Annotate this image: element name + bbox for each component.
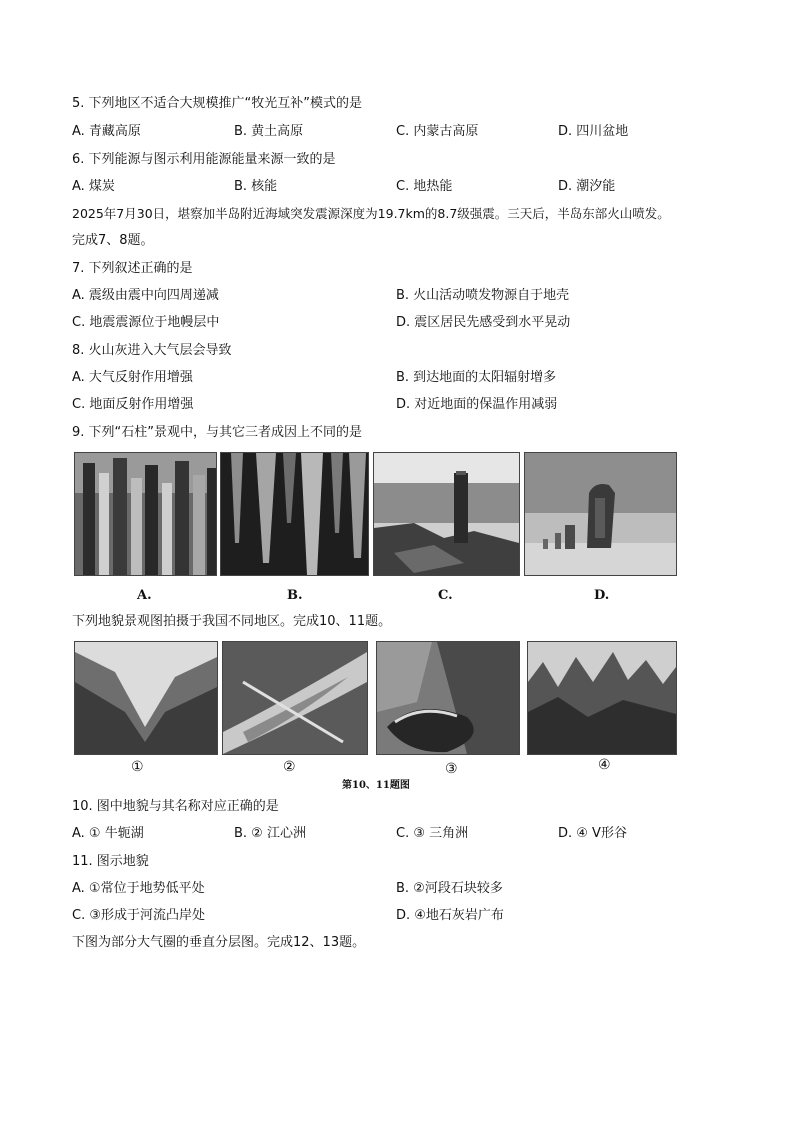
q6-option-b: B. 核能 <box>234 179 278 194</box>
q7-option-d: D. 震区居民先感受到水平晃动 <box>396 315 571 330</box>
landform-caption-4: ④ <box>598 757 611 773</box>
figure-title: 第10、11题图 <box>342 780 410 791</box>
q6-option-a: A. 煤炭 <box>72 179 115 194</box>
stone-pillar-photo-c <box>373 452 520 576</box>
photo-caption-b: B. <box>287 588 303 603</box>
q7-stem: 7. 下列叙述正确的是 <box>72 261 193 276</box>
q5-option-d: D. 四川盆地 <box>558 124 629 139</box>
context-12-13-line: 下图为部分大气圈的垂直分层图。完成12、13题。 <box>72 935 366 950</box>
landform-caption-3: ③ <box>445 761 458 777</box>
q6-stem: 6. 下列能源与图示利用能源能量来源一致的是 <box>72 152 336 167</box>
landform-photo-2 <box>222 641 368 755</box>
landform-photo-3 <box>376 641 520 755</box>
q8-option-a: A. 大气反射作用增强 <box>72 370 193 385</box>
q5-option-b: B. 黄土高原 <box>234 124 304 139</box>
q10-option-d: D. ④ V形谷 <box>558 826 627 841</box>
photo-caption-a: A. <box>137 588 152 603</box>
q5-option-c: C. 内蒙古高原 <box>396 124 479 139</box>
q10-option-b: B. ② 江心洲 <box>234 826 306 841</box>
q6-option-d: D. 潮汐能 <box>558 179 616 194</box>
q11-option-a: A. ①常位于地势低平处 <box>72 881 205 896</box>
q7-option-b: B. 火山活动喷发物源自于地壳 <box>396 288 570 303</box>
landform-photo-4 <box>527 641 677 755</box>
landform-photo-1 <box>74 641 218 755</box>
q5-stem: 5. 下列地区不适合大规模推广“牧光互补”模式的是 <box>72 96 363 111</box>
landform-caption-2: ② <box>283 759 296 775</box>
q9-stem: 9. 下列“石柱”景观中，与其它三者成因上不同的是 <box>72 425 363 440</box>
q5-option-a: A. 青藏高原 <box>72 124 141 139</box>
q8-stem: 8. 火山灰进入大气层会导致 <box>72 343 232 358</box>
q7-option-c: C. 地震震源位于地幔层中 <box>72 315 220 330</box>
photo-caption-d: D. <box>594 588 610 603</box>
landform-caption-1: ① <box>131 759 144 775</box>
q10-option-c: C. ③ 三角洲 <box>396 826 469 841</box>
context-10-11-line: 下列地貌景观图拍摄于我国不同地区。完成10、11题。 <box>72 614 392 629</box>
stone-pillar-photo-b <box>220 452 369 576</box>
q11-option-b: B. ②河段石块较多 <box>396 881 503 896</box>
photo-caption-c: C. <box>438 588 453 603</box>
q11-stem: 11. 图示地貌 <box>72 854 149 869</box>
q8-option-c: C. 地面反射作用增强 <box>72 397 194 412</box>
q10-option-a: A. ① 牛轭湖 <box>72 826 144 841</box>
q10-stem: 10. 图中地貌与其名称对应正确的是 <box>72 799 279 814</box>
context-7-8-line2: 完成7、8题。 <box>72 233 154 248</box>
context-7-8-line1: 2025年7月30日，堪察加半岛附近海域突发震源深度为19.7km的8.7级强震。三天后，半岛东部火山喷发。 <box>72 206 670 221</box>
stone-pillar-photo-d <box>524 452 677 576</box>
q8-option-d: D. 对近地面的保温作用减弱 <box>396 397 558 412</box>
q6-option-c: C. 地热能 <box>396 179 453 194</box>
q8-option-b: B. 到达地面的太阳辐射增多 <box>396 370 557 385</box>
stone-pillar-photo-a <box>74 452 217 576</box>
q7-option-a: A. 震级由震中向四周递减 <box>72 288 219 303</box>
q11-option-c: C. ③形成于河流凸岸处 <box>72 908 205 923</box>
q11-option-d: D. ④地石灰岩广布 <box>396 908 504 923</box>
